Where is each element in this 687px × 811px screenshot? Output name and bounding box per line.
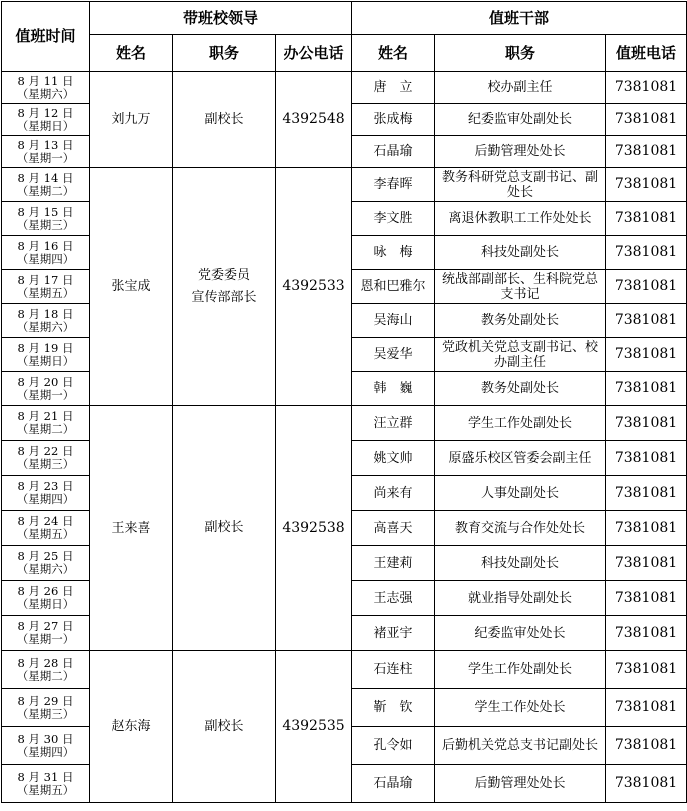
leader-position-text: 副校长: [204, 520, 244, 535]
date-cell: [2, 202, 90, 236]
weekday-text: （星期四）: [16, 251, 75, 266]
weekday-text: （星期二）: [16, 422, 75, 436]
header-cadre-group: 值班干部: [352, 2, 687, 35]
cadre-phone: 7381081: [606, 689, 687, 727]
date-cell: [2, 136, 90, 168]
header-row-1: [2, 2, 687, 35]
cadre-phone: 7381081: [606, 406, 687, 441]
weekday-text: （星期四）: [16, 744, 75, 759]
table-row: [2, 72, 687, 104]
cadre-name: 尚来有: [352, 476, 435, 511]
duty-schedule-table: [1, 1, 687, 803]
leader-position: [173, 72, 276, 168]
date-cell: [2, 511, 90, 546]
date-text: 8 月 11 日: [17, 73, 74, 88]
weekday-text: （星期日）: [16, 118, 75, 133]
date-text: 8 月 14 日: [17, 170, 74, 185]
cadre-name: 石连柱: [352, 651, 435, 689]
leader-phone: 4392533: [276, 168, 352, 406]
weekday-text: （星期二）: [16, 183, 75, 198]
date-text: 8 月 12 日: [17, 105, 74, 120]
cadre-phone: 7381081: [606, 372, 687, 406]
date-cell: [2, 372, 90, 406]
cadre-name: 孔令如: [352, 727, 435, 765]
cadre-phone: 7381081: [606, 304, 687, 338]
date-cell: [2, 546, 90, 581]
date-text: 8 月 23 日: [17, 479, 74, 493]
date-cell: [2, 270, 90, 304]
cadre-name: 唐 立: [352, 72, 435, 104]
cadre-phone: 7381081: [606, 616, 687, 651]
date-text: 8 月 24 日: [17, 514, 74, 528]
cadre-phone: 7381081: [606, 202, 687, 236]
table-row: [2, 406, 687, 441]
date-text: 8 月 30 日: [17, 731, 74, 746]
cadre-position: 后勤管理处处长: [435, 765, 606, 803]
header-leader-phone: 办公电话: [276, 35, 352, 72]
weekday-text: （星期日）: [16, 597, 75, 611]
weekday-text: （星期三）: [16, 706, 75, 721]
date-text: 8 月 31 日: [17, 769, 74, 784]
date-cell: [2, 104, 90, 136]
cadre-position: 科技处副处长: [435, 236, 606, 270]
cadre-name: 恩和巴雅尔: [352, 270, 435, 304]
weekday-text: （星期一）: [16, 632, 75, 646]
cadre-phone: 7381081: [606, 441, 687, 476]
date-text: 8 月 17 日: [17, 272, 74, 287]
header-leader-group: 带班校领导: [90, 2, 352, 35]
date-text: 8 月 15 日: [17, 204, 74, 219]
leader-position-text: 副校长: [204, 718, 244, 734]
weekday-text: （星期日）: [16, 353, 75, 368]
leader-position-text: 党委委员 宣传部部长: [191, 267, 257, 305]
table-row: [2, 168, 687, 202]
cadre-phone: 7381081: [606, 270, 687, 304]
date-cell: [2, 236, 90, 270]
cadre-position: 科技处副处长: [435, 546, 606, 581]
date-cell: [2, 72, 90, 104]
cadre-name: 韩 巍: [352, 372, 435, 406]
cadre-name: 李春晖: [352, 168, 435, 202]
date-text: 8 月 19 日: [17, 340, 74, 355]
header-leader-name: 姓名: [90, 35, 173, 72]
weekday-text: （星期三）: [16, 217, 75, 232]
weekday-text: （星期一）: [16, 150, 75, 165]
cadre-position: 校办副主任: [435, 72, 606, 104]
leader-name: 张宝成: [90, 168, 173, 406]
cadre-phone: 7381081: [606, 236, 687, 270]
leader-position: [173, 651, 276, 803]
leader-position: [173, 406, 276, 651]
header-row-2: [2, 35, 687, 72]
weekday-text: （星期六）: [16, 319, 75, 334]
cadre-name: 高喜天: [352, 511, 435, 546]
weekday-text: （星期六）: [16, 86, 75, 101]
date-cell: [2, 168, 90, 202]
cadre-name: 石晶瑜: [352, 765, 435, 803]
cadre-position: 离退休教职工工作处处长: [435, 202, 606, 236]
cadre-position: 教务处副处长: [435, 372, 606, 406]
cadre-name: 姚文帅: [352, 441, 435, 476]
header-date: 值班时间: [2, 2, 90, 72]
header-leader-position: 职务: [173, 35, 276, 72]
cadre-phone: 7381081: [606, 72, 687, 104]
date-text: 8 月 18 日: [17, 306, 74, 321]
cadre-phone: 7381081: [606, 104, 687, 136]
cadre-phone: 7381081: [606, 338, 687, 372]
cadre-position: 后勤管理处处长: [435, 136, 606, 168]
cadre-position: 原盛乐校区管委会副主任: [435, 441, 606, 476]
cadre-name: 汪立群: [352, 406, 435, 441]
cadre-position: 教务科研党总支副书记、副处长: [435, 168, 606, 202]
leader-phone: 4392535: [276, 651, 352, 803]
cadre-name: 李文胜: [352, 202, 435, 236]
cadre-position: 教务处副处长: [435, 304, 606, 338]
cadre-phone: 7381081: [606, 476, 687, 511]
date-text: 8 月 29 日: [17, 693, 74, 708]
cadre-phone: 7381081: [606, 168, 687, 202]
date-text: 8 月 21 日: [17, 409, 74, 423]
date-cell: [2, 441, 90, 476]
date-cell: [2, 476, 90, 511]
weekday-text: （星期四）: [16, 492, 75, 506]
cadre-name: 靳 钦: [352, 689, 435, 727]
cadre-phone: 7381081: [606, 546, 687, 581]
cadre-name: 张成梅: [352, 104, 435, 136]
header-cadre-position: 职务: [435, 35, 606, 72]
date-cell: [2, 727, 90, 765]
cadre-position: 就业指导处副处长: [435, 581, 606, 616]
weekday-text: （星期六）: [16, 562, 75, 576]
cadre-name: 吴海山: [352, 304, 435, 338]
cadre-position: 统战部副部长、生科院党总支书记: [435, 270, 606, 304]
cadre-phone: 7381081: [606, 136, 687, 168]
date-cell: [2, 406, 90, 441]
cadre-name: 王志强: [352, 581, 435, 616]
date-cell: [2, 651, 90, 689]
date-cell: [2, 581, 90, 616]
schedule-body: [2, 72, 687, 803]
header-cadre-name: 姓名: [352, 35, 435, 72]
date-text: 8 月 26 日: [17, 584, 74, 598]
leader-phone: 4392548: [276, 72, 352, 168]
date-cell: [2, 304, 90, 338]
date-text: 8 月 28 日: [17, 655, 74, 670]
weekday-text: （星期二）: [16, 668, 75, 683]
cadre-phone: 7381081: [606, 651, 687, 689]
leader-name: 赵东海: [90, 651, 173, 803]
cadre-name: 褚亚宇: [352, 616, 435, 651]
date-text: 8 月 20 日: [17, 374, 74, 389]
cadre-phone: 7381081: [606, 511, 687, 546]
date-text: 8 月 27 日: [17, 619, 74, 633]
cadre-name: 吴爱华: [352, 338, 435, 372]
leader-name: 王来喜: [90, 406, 173, 651]
cadre-position: 纪委监审处处长: [435, 616, 606, 651]
leader-position-text: 副校长: [204, 111, 244, 127]
cadre-position: 学生工作处副处长: [435, 651, 606, 689]
table-row: [2, 651, 687, 689]
cadre-name: 咏 梅: [352, 236, 435, 270]
header-cadre-phone: 值班电话: [606, 35, 687, 72]
date-cell: [2, 616, 90, 651]
cadre-phone: 7381081: [606, 581, 687, 616]
cadre-phone: 7381081: [606, 765, 687, 803]
weekday-text: （星期五）: [16, 782, 75, 797]
cadre-name: 石晶瑜: [352, 136, 435, 168]
date-cell: [2, 338, 90, 372]
cadre-name: 王建莉: [352, 546, 435, 581]
leader-position: [173, 168, 276, 406]
cadre-position: 党政机关党总支副书记、校办副主任: [435, 338, 606, 372]
weekday-text: （星期五）: [16, 285, 75, 300]
date-text: 8 月 16 日: [17, 238, 74, 253]
cadre-position: 后勤机关党总支书记副处长: [435, 727, 606, 765]
weekday-text: （星期一）: [16, 387, 75, 402]
leader-phone: 4392538: [276, 406, 352, 651]
cadre-phone: 7381081: [606, 727, 687, 765]
cadre-position: 学生工作处副处长: [435, 406, 606, 441]
date-text: 8 月 22 日: [17, 444, 74, 458]
weekday-text: （星期五）: [16, 527, 75, 541]
date-cell: [2, 765, 90, 803]
cadre-position: 教育交流与合作处处长: [435, 511, 606, 546]
date-text: 8 月 25 日: [17, 549, 74, 563]
cadre-position: 学生工作处处长: [435, 689, 606, 727]
cadre-position: 纪委监审处副处长: [435, 104, 606, 136]
date-text: 8 月 13 日: [17, 137, 74, 152]
weekday-text: （星期三）: [16, 457, 75, 471]
leader-name: 刘九万: [90, 72, 173, 168]
date-cell: [2, 689, 90, 727]
cadre-position: 人事处副处长: [435, 476, 606, 511]
